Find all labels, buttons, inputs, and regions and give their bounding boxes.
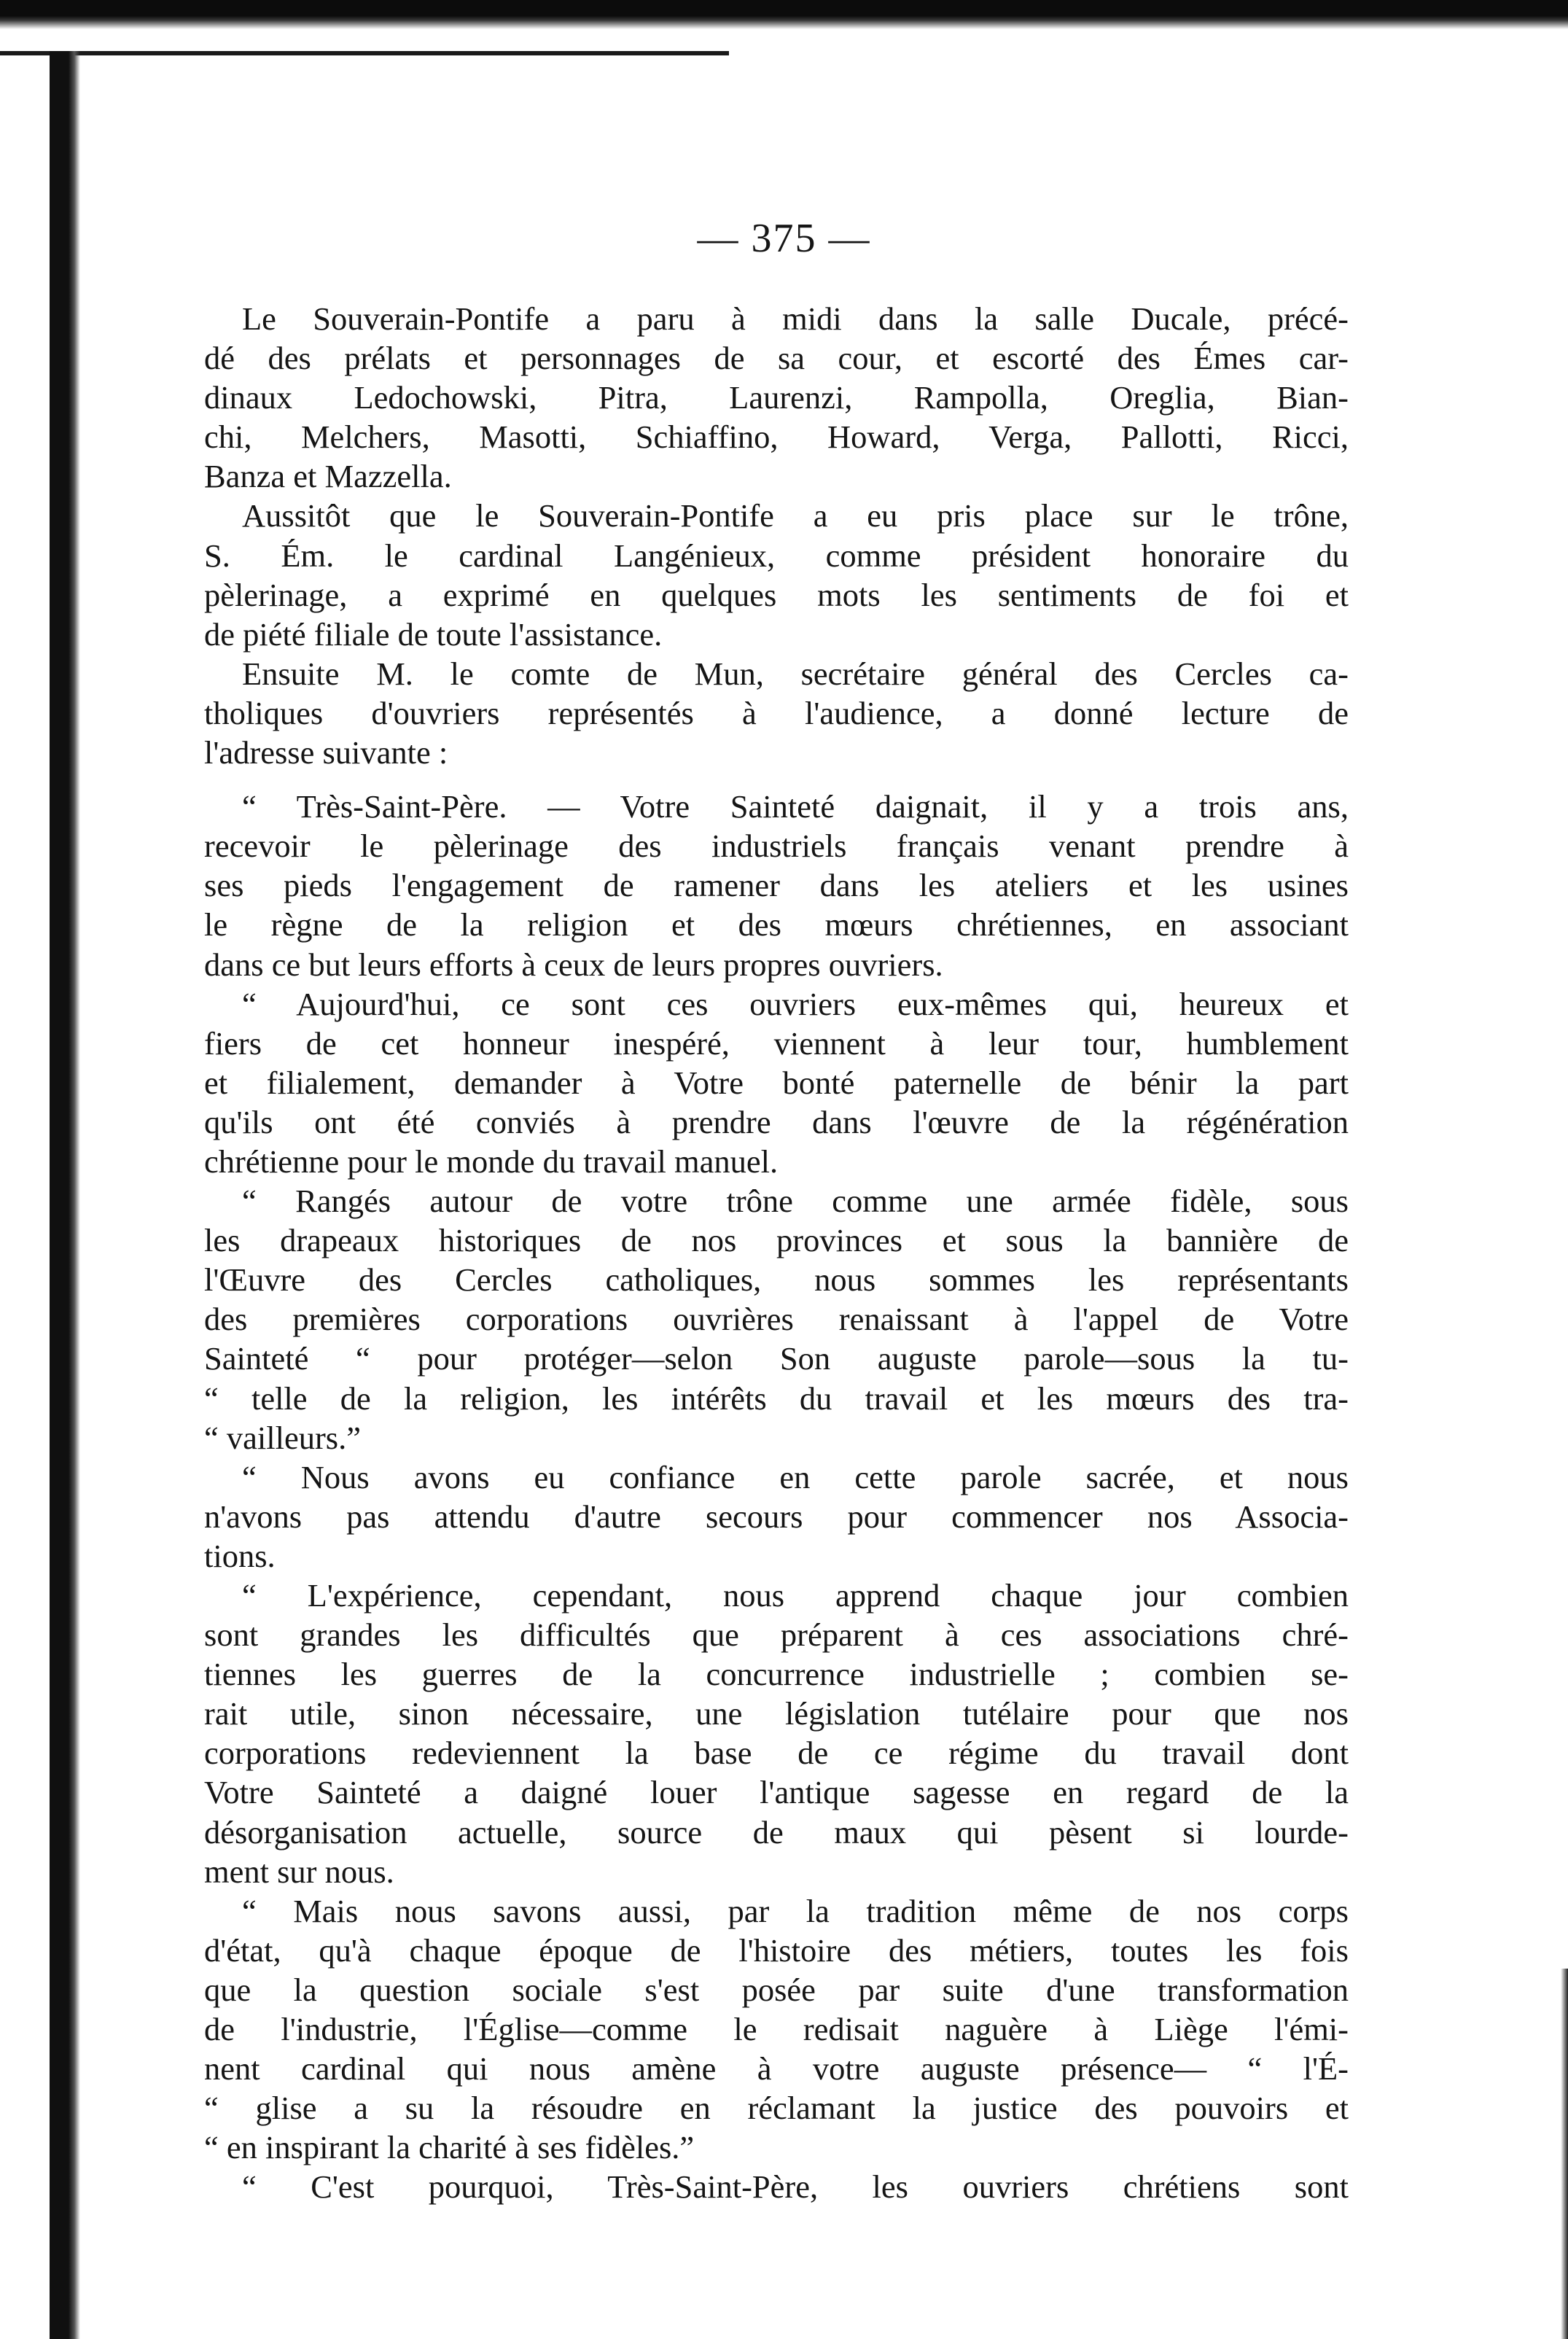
page-number: — 375 — xyxy=(697,216,871,261)
text-line: “ vailleurs.” xyxy=(204,1419,361,1456)
text-line: Banza et Mazzella. xyxy=(204,458,452,495)
scan-border-top-rule xyxy=(0,51,729,55)
text-line: le règne de la religion et des mœurs chrétiennes, en associant xyxy=(204,906,1349,943)
text-line: chi, Melchers, Masotti, Schiaffino, Howard, Verga, Pallotti, Ricci, xyxy=(204,419,1349,456)
text-line: “ Aujourd'hui, ce sont ces ouvriers eux-mêmes qui, heureux et xyxy=(242,985,1349,1022)
text-line: et filialement, demander à Votre bonté paternelle de bénir la part xyxy=(204,1064,1349,1101)
text-line: tiennes les guerres de la concurrence industrielle ; combien se- xyxy=(204,1656,1349,1693)
text-line: “ Très-Saint-Père. — Votre Sainteté daignait, il y a trois ans, xyxy=(242,788,1349,825)
scan-border-left xyxy=(50,51,80,2339)
text-line: désorganisation actuelle, source de maux qui pèsent si lourde- xyxy=(204,1813,1349,1850)
text-line: Sainteté “ pour protéger—selon Son auguste parole—sous la tu- xyxy=(204,1340,1349,1377)
text-line: “ en inspirant la charité à ses fidèles.” xyxy=(204,2129,695,2166)
text-line: chrétienne pour le monde du travail manuel. xyxy=(204,1143,779,1180)
scan-border-right xyxy=(1561,1969,1568,2339)
scan-border-top xyxy=(0,0,1568,29)
text-line: S. Ém. le cardinal Langénieux, comme président honoraire du xyxy=(204,537,1349,574)
text-line: corporations redeviennent la base de ce régime du travail dont xyxy=(204,1735,1349,1772)
text-line: recevoir le pèlerinage des industriels français venant prendre à xyxy=(204,828,1349,865)
text-line: dinaux Ledochowski, Pitra, Laurenzi, Rampolla, Oreglia, Bian- xyxy=(204,379,1349,416)
text-line: “ C'est pourquoi, Très-Saint-Père, les ouvriers chrétiens sont xyxy=(242,2168,1349,2206)
text-line: “ Rangés autour de votre trône comme une armée fidèle, sous xyxy=(242,1183,1349,1220)
text-line: dans ce but leurs efforts à ceux de leurs propres ouvriers. xyxy=(204,946,943,983)
text-line: qu'ils ont été conviés à prendre dans l'œuvre de la régénération xyxy=(204,1103,1349,1140)
text-line: l'Œuvre des Cercles catholiques, nous sommes les représentants xyxy=(204,1261,1349,1299)
text-line: tholiques d'ouvriers représentés à l'audience, a donné lecture de xyxy=(204,694,1349,731)
text-line: “ telle de la religion, les intérêts du travail et les mœurs des tra- xyxy=(204,1379,1349,1417)
text-line: “ L'expérience, cependant, nous apprend chaque jour combien xyxy=(242,1577,1349,1614)
text-line: pèlerinage, a exprimé en quelques mots les sentiments de foi et xyxy=(204,576,1349,613)
text-line: “ Nous avons eu confiance en cette parole sacrée, et nous xyxy=(242,1458,1349,1495)
text-line: rait utile, sinon nécessaire, une législation tutélaire pour que nos xyxy=(204,1695,1349,1732)
text-line: nent cardinal qui nous amène à votre auguste présence— “ l'É- xyxy=(204,2050,1349,2087)
text-line: ses pieds l'engagement de ramener dans les ateliers et les usines xyxy=(204,867,1349,904)
text-line: Le Souverain-Pontife a paru à midi dans la salle Ducale, précé- xyxy=(242,300,1349,337)
text-line: Aussitôt que le Souverain-Pontife a eu pris place sur le trône, xyxy=(242,497,1349,534)
text-line: que la question sociale s'est posée par suite d'une transformation xyxy=(204,1971,1349,2008)
text-line: de piété filiale de toute l'assistance. xyxy=(204,615,663,653)
text-line: les drapeaux historiques de nos provinces et sous la bannière de xyxy=(204,1222,1349,1259)
text-line: tions. xyxy=(204,1537,276,1574)
text-line: Votre Sainteté a daigné louer l'antique sagesse en regard de la xyxy=(204,1774,1349,1811)
text-line: d'état, qu'à chaque époque de l'histoire des métiers, toutes les fois xyxy=(204,1931,1349,1969)
body-text xyxy=(204,299,1349,2207)
text-line: l'adresse suivante : xyxy=(204,734,448,771)
text-line: des premières corporations ouvrières renaissant à l'appel de Votre xyxy=(204,1301,1349,1338)
text-line: sont grandes les difficultés que préparent à ces associations chré- xyxy=(204,1616,1349,1654)
text-line: de l'industrie, l'Église—comme le redisait naguère à Liège l'émi- xyxy=(204,2011,1349,2048)
text-line: n'avons pas attendu d'autre secours pour commencer nos Associa- xyxy=(204,1498,1349,1535)
text-line: Ensuite M. le comte de Mun, secrétaire général des Cercles ca- xyxy=(242,655,1349,692)
text-line: “ glise a su la résoudre en réclamant la justice des pouvoirs et xyxy=(204,2090,1349,2127)
text-line: “ Mais nous savons aussi, par la tradition même de nos corps xyxy=(242,1892,1349,1929)
text-line: ment sur nous. xyxy=(204,1853,394,1890)
text-line: dé des prélats et personnages de sa cour, et escorté des Émes car- xyxy=(204,340,1349,377)
text-line: fiers de cet honneur inespéré, viennent à leur tour, humblement xyxy=(204,1024,1349,1062)
